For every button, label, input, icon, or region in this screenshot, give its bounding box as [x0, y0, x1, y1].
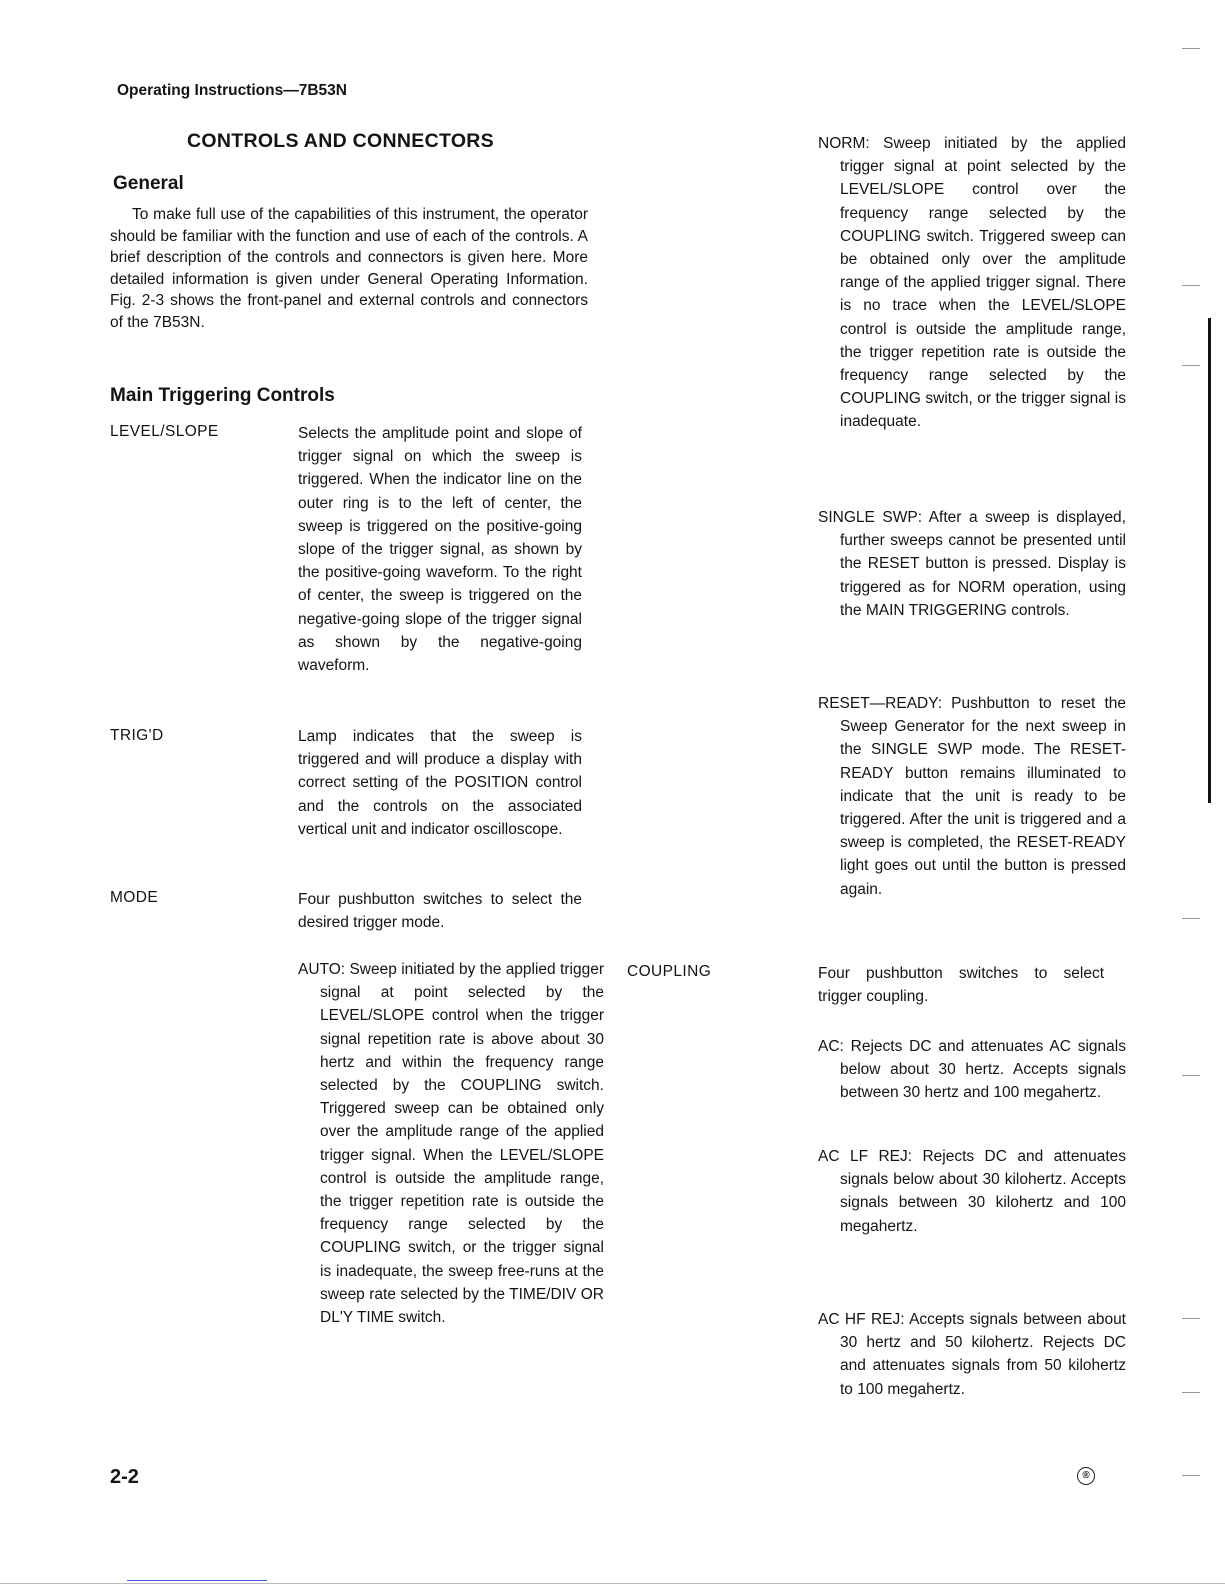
margin-tick	[1182, 48, 1200, 49]
page-number: 2-2	[110, 1466, 139, 1488]
mode-single-swp-description: SINGLE SWP: After a sweep is displayed, further sweeps cannot be presented until the RESET button is pressed. Display is triggered as for NORM operation, using the MAIN TRIGGERING controls.	[818, 509, 1126, 619]
margin-bar	[1208, 318, 1211, 803]
mode-reset-ready-description: RESET—READY: Pushbutton to reset the Sweep Generator for the next sweep in the SINGLE SWP mode. The RESET-READY button remains illuminated to indicate that the unit is ready to be triggered. After the unit is triggered and a sweep is completed, the RESET-READY light goes out until the button is pressed again.	[818, 695, 1126, 898]
running-header: Operating Instructions—7B53N	[117, 82, 347, 99]
trigd-label: TRIG'D	[110, 727, 164, 744]
margin-tick	[1182, 365, 1200, 366]
mode-auto-description: AUTO: Sweep initiated by the applied trigger signal at point selected by the LEVEL/SLOPE control when the trigger signal repetition rate is above about 30 hertz and within the frequency range selected by the COUPLING switch. Triggered sweep can be obtained only over the amplitude range of the applied trigger signal. When the LEVEL/SLOPE control is outside the amplitude range, the trigger repetition rate is outside the frequency range selected by the COUPLING switch, or the trigger signal is inadequate, the sweep free-runs at the sweep rate selected by the TIME/DIV OR DL'Y TIME switch.	[298, 961, 604, 1327]
coupling-ac-hf-rej-description: AC HF REJ: Accepts signals between about 30 hertz and 50 kilohertz. Rejects DC and attenuates signals from 50 kilohertz to 100 megahertz.	[818, 1311, 1126, 1398]
margin-tick	[1182, 1075, 1200, 1076]
coupling-label: COUPLING	[627, 963, 712, 980]
coupling-ac-lf-rej-description: AC LF REJ: Rejects DC and attenuates signals below about 30 kilohertz. Accepts signals between 30 kilohertz and 100 megahertz.	[818, 1148, 1126, 1235]
margin-tick	[1182, 285, 1200, 286]
logo-glyph: ®	[1082, 1470, 1090, 1481]
margin-tick	[1182, 1318, 1200, 1319]
main-triggering-heading: Main Triggering Controls	[110, 385, 335, 406]
coupling-ac-description: AC: Rejects DC and attenuates AC signals below about 30 hertz. Accepts signals between 30 hertz and 100 megahertz.	[818, 1038, 1126, 1102]
general-heading: General	[113, 173, 184, 194]
level-slope-label: LEVEL/SLOPE	[110, 423, 219, 440]
margin-tick	[1182, 918, 1200, 919]
mode-description: Four pushbutton switches to select the desired trigger mode.	[298, 891, 582, 932]
general-paragraph: To make full use of the capabilities of this instrument, the operator should be familiar with the function and use of each of the controls. A brief description of the controls and connectors is given here. More detailed information is given under General Operating Information. Fig. 2-3 shows the front-panel and external controls and connectors of the 7B53N.	[110, 206, 588, 331]
coupling-description: Four pushbutton switches to select trigger coupling.	[818, 965, 1104, 1006]
mode-norm-description: NORM: Sweep initiated by the applied trigger signal at point selected by the LEVEL/SLOPE control over the frequency range selected by the COUPLING switch. Triggered sweep can be obtained only over the amplitude range of the applied trigger signal. There is no trace when the LEVEL/SLOPE control is outside the amplitude range, the trigger repetition rate is outside the frequency range selected by the COUPLING switch, or the trigger signal is inadequate.	[818, 135, 1126, 431]
page-bottom-edge	[0, 1583, 1225, 1584]
margin-tick	[1182, 1392, 1200, 1393]
level-slope-description: Selects the amplitude point and slope of trigger signal on which the sweep is triggered. When the indicator line on the outer ring is to the left of center, the sweep is triggered on the positive-going slope of the trigger signal, as shown by the positive-going waveform. To the right of center, the sweep is triggered on the negative-going slope of the trigger signal as shown by the negative-going waveform.	[298, 425, 582, 675]
mode-label: MODE	[110, 889, 159, 906]
section-title: CONTROLS AND CONNECTORS	[187, 130, 494, 152]
tektronix-logo-icon	[1077, 1467, 1095, 1485]
bottom-link-underline	[127, 1580, 267, 1581]
margin-tick	[1182, 1475, 1200, 1476]
trigd-description: Lamp indicates that the sweep is triggered and will produce a display with correct setting of the POSITION control and the controls on the associated vertical unit and indicator oscilloscope.	[298, 728, 582, 838]
